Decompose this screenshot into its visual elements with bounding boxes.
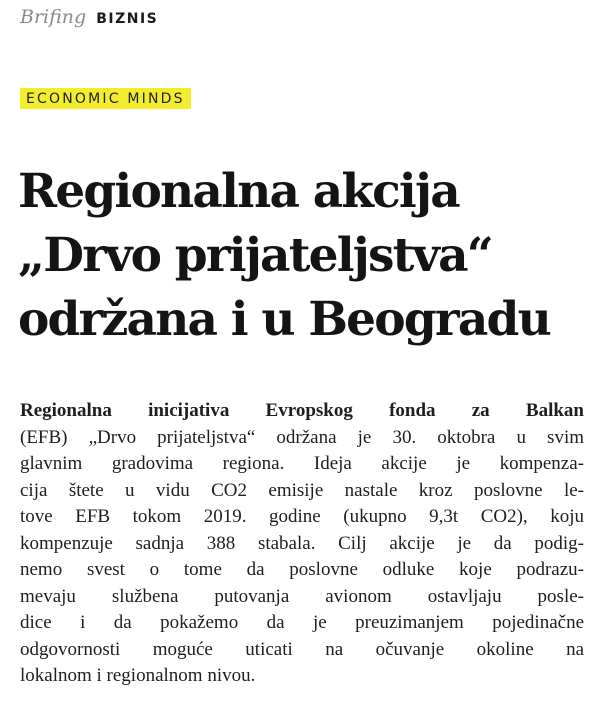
headline-line: „Drvo prijateljstva“ [18,228,492,283]
brand-logo: Brifing [20,6,87,28]
article-body [20,398,584,690]
article-body-line: nemo svest o tome da poslovne odluke koje podrazu- [20,559,584,580]
article-lead: Regionalna inicijativa Evropskog fonda za Balkan [20,400,584,421]
article-headline [18,160,593,352]
article-body-line: dice i da pokažemo da je preuzimanjem pojedinačne [20,612,584,633]
article-body-line: odgovornosti moguće uticati na očuvanje okoline na [20,638,584,660]
article-body-line: tove EFB tokom 2019. godine (ukupno 9,3t CO2), koju [20,506,584,527]
headline-line: održana i u Beogradu [18,292,550,347]
masthead [20,6,158,34]
kicker-label: ECONOMIC MINDS [20,88,191,109]
article-body-line: glavnim gradovima regiona. Ideja akcije je kompenza- [20,453,584,474]
article-body-line: kompenzuje sadnja 388 stabala. Cilj akcije je da podig- [20,532,584,554]
article-body-line: cija štete u vidu CO2 emisije nastale kroz poslovne le- [20,479,584,501]
headline-line: Regionalna akcija [18,164,459,219]
article-body-line: lokalnom i regionalnom nivou. [20,665,256,686]
section-label: BIZNIS [96,11,159,27]
article-body-line: mevaju službena putovanja avionom ostavljaju posle- [20,585,584,607]
article-body-line: (EFB) „Drvo prijateljstva“ održana je 30. oktobra u svim [20,426,584,448]
